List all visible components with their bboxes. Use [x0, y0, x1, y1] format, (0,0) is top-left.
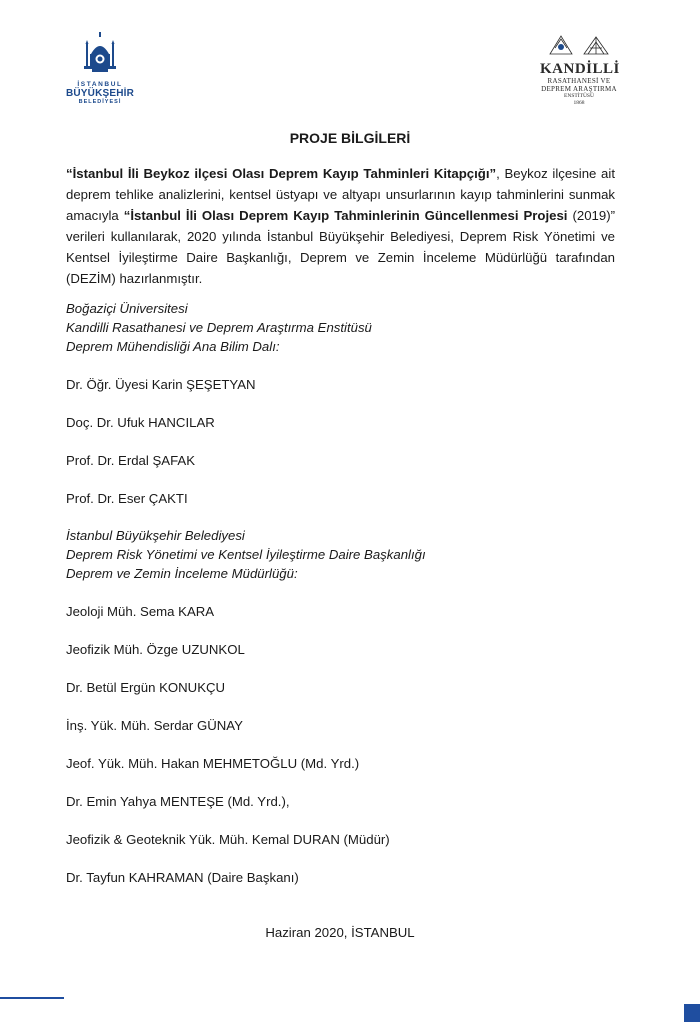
group1-heading — [66, 299, 372, 356]
footer-accent-block — [684, 1004, 700, 1022]
member-item: Prof. Dr. Erdal ŞAFAK — [66, 453, 195, 468]
ibb-logo-line1: İSTANBUL — [77, 81, 123, 88]
group1-heading-line3: Deprem Mühendisliği Ana Bilim Dalı: — [66, 339, 280, 354]
ibb-logo-line3: BELEDİYESİ — [78, 99, 122, 105]
intro-paragraph — [66, 163, 615, 289]
kandilli-emblem-icon — [546, 34, 612, 56]
intro-text-1: , Beykoz ilçesine ait deprem tehlike analizlerini, kentsel üstyapı ve altyapı unsurlarının kayıp tahminlerini sunmak amacıyla — [66, 166, 615, 223]
intro-text-2: (2019)” verileri kullanılarak, 2020 yılında İstanbul Büyükşehir Belediyesi, Deprem Risk Yönetimi ve Kentsel İyileştirme Daire Başkanlığı, Deprem ve Zemin İnceleme Müdürlüğü tarafından (DEZİM) hazırlanmıştır. — [66, 208, 615, 286]
member-item: İnş. Yük. Müh. Serdar GÜNAY — [66, 718, 243, 733]
footer-date-place: Haziran 2020, İSTANBUL — [265, 925, 415, 940]
member-item: Prof. Dr. Eser ÇAKTI — [66, 491, 188, 506]
kandilli-logo-line3: DEPREM ARAŞTIRMA — [541, 85, 617, 93]
page-title: PROJE BİLGİLERİ — [289, 130, 411, 146]
kandilli-logo — [540, 34, 618, 107]
member-item: Jeofizik Müh. Özge UZUNKOL — [66, 642, 245, 657]
intro-bold-1: “İstanbul İli Beykoz ilçesi Olası Deprem Kayıp Tahminleri Kitapçığı” — [66, 166, 497, 181]
member-item: Doç. Dr. Ufuk HANCILAR — [66, 415, 215, 430]
group2-heading-line3: Deprem ve Zemin İnceleme Müdürlüğü: — [66, 566, 298, 581]
footer-accent-line — [0, 997, 64, 999]
member-item: Jeoloji Müh. Sema KARA — [66, 604, 215, 619]
member-item: Dr. Öğr. Üyesi Karin ŞEŞETYAN — [66, 377, 256, 392]
ibb-logo — [62, 32, 138, 105]
member-item: Jeofizik & Geoteknik Yük. Müh. Kemal DURAN (Müdür) — [66, 832, 390, 847]
intro-bold-2: “İstanbul İli Olası Deprem Kayıp Tahminlerinin Güncellenmesi Projesi — [123, 208, 568, 223]
kandilli-logo-line5: 1868 — [573, 100, 585, 106]
member-item: Dr. Emin Yahya MENTEŞE (Md. Yrd.), — [66, 794, 290, 809]
member-item: Dr. Betül Ergün KONUKÇU — [66, 680, 226, 695]
kandilli-logo-line1: KANDİLLİ — [540, 61, 620, 77]
member-item: Jeof. Yük. Müh. Hakan MEHMETOĞLU (Md. Yrd.) — [66, 756, 360, 771]
group2-heading — [66, 526, 426, 583]
member-item: Dr. Tayfun KAHRAMAN (Daire Başkanı) — [66, 870, 299, 885]
kandilli-logo-line2: RASATHANESİ VE — [547, 77, 611, 85]
group1-heading-line1: Boğaziçi Üniversitesi — [66, 301, 188, 316]
kandilli-logo-line4: ENSTİTÜSÜ — [564, 93, 594, 99]
mosque-emblem-icon — [83, 32, 117, 74]
group2-heading-line1: İstanbul Büyükşehir Belediyesi — [66, 528, 245, 543]
group2-heading-line2: Deprem Risk Yönetimi ve Kentsel İyileştirme Daire Başkanlığı — [66, 547, 426, 562]
group1-heading-line2: Kandilli Rasathanesi ve Deprem Araştırma Enstitüsü — [66, 320, 372, 335]
ibb-logo-line2: BÜYÜKŞEHİR — [65, 88, 135, 99]
